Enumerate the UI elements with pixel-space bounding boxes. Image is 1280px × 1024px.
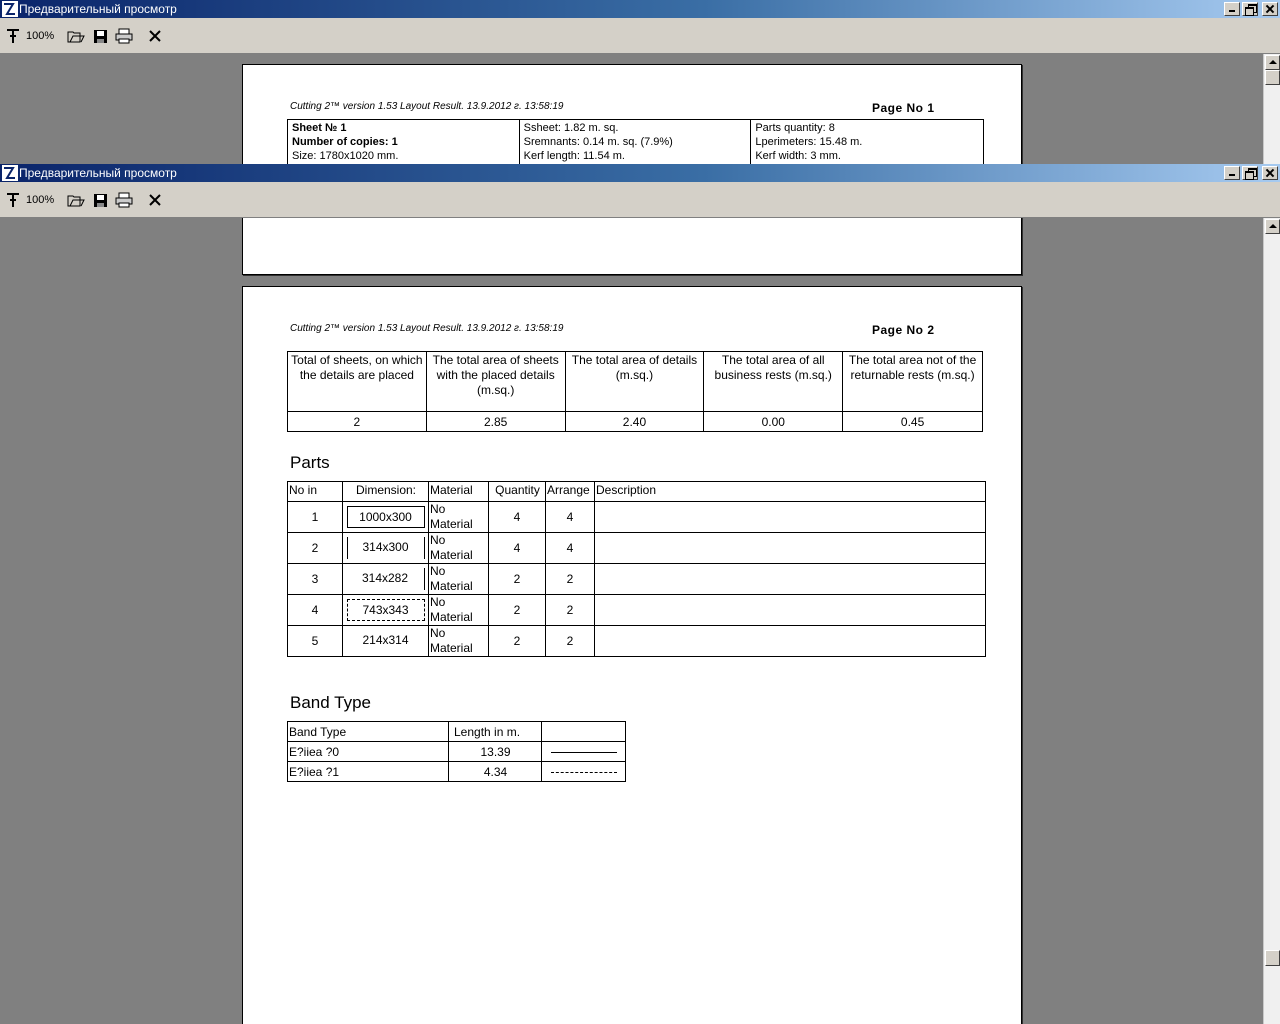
part-dimension <box>343 533 429 564</box>
summary-value: 2.40 <box>565 412 704 432</box>
front-toolbar <box>0 182 1280 218</box>
print-button[interactable] <box>115 191 133 209</box>
restore-button[interactable] <box>1242 2 1258 16</box>
save-button[interactable] <box>93 191 108 209</box>
preview-page-1 <box>242 64 1022 164</box>
summary-header: The total area not of the returnable rests (m.sq.) <box>843 352 983 412</box>
table-row <box>288 626 986 657</box>
table-row <box>288 502 986 533</box>
table-row <box>288 564 986 595</box>
part-material: No Material <box>429 564 489 595</box>
part-arrange: 4 <box>546 502 595 533</box>
part-dimension-value: 1000x300 <box>347 506 425 528</box>
summary-header: The total area of details (m.sq.) <box>565 352 704 412</box>
part-no: 5 <box>288 626 343 657</box>
save-button[interactable] <box>93 27 108 45</box>
part-dimension <box>343 626 429 657</box>
preview-page-2 <box>242 286 1022 1024</box>
summary-header: The total area of sheets with the placed details (m.sq.) <box>426 352 565 412</box>
summary-table <box>287 351 983 432</box>
part-dimension-value: 314x282 <box>347 568 425 590</box>
part-material: No Material <box>429 626 489 657</box>
parts-table <box>287 481 986 657</box>
zoom-icon <box>6 192 20 208</box>
parts-col-header: Dimension: <box>343 482 429 502</box>
page-number: Page No 2 <box>872 323 935 337</box>
summary-value: 2 <box>288 412 427 432</box>
front-vertical-scrollbar[interactable] <box>1263 218 1280 1024</box>
part-dimension <box>343 502 429 533</box>
zoom-icon <box>6 28 20 44</box>
kerf-width-value: Kerf width: 3 mm. <box>755 150 841 162</box>
part-description <box>595 595 986 626</box>
scroll-up-button[interactable] <box>1265 219 1280 234</box>
close-preview-button[interactable] <box>148 191 162 209</box>
print-icon <box>115 192 133 208</box>
part-no: 2 <box>288 533 343 564</box>
part-dimension-value: 743x343 <box>347 599 425 621</box>
band-length: 4.34 <box>449 762 542 782</box>
close-window-button[interactable] <box>1262 166 1278 180</box>
parts-quantity-value: Parts quantity: 8 <box>755 122 835 134</box>
band-name: E?iiea ?1 <box>288 762 449 782</box>
app-logo-icon <box>2 165 18 181</box>
zoom-button[interactable] <box>6 191 54 209</box>
save-icon <box>93 193 108 208</box>
part-dimension-value: 314x300 <box>347 537 425 559</box>
back-window-titlebar[interactable] <box>0 0 1280 18</box>
parts-col-header: Material <box>429 482 489 502</box>
zoom-button[interactable] <box>6 27 54 45</box>
save-icon <box>93 29 108 44</box>
back-preview-area <box>0 54 1280 164</box>
part-no: 1 <box>288 502 343 533</box>
part-quantity: 2 <box>489 564 546 595</box>
report-header: Cutting 2™ version 1.53 Layout Result. 13.9.2012 г. 13:58:19 <box>290 101 564 112</box>
sheet-info-table <box>287 119 984 164</box>
band-col-header: Band Type <box>288 722 449 742</box>
zoom-label: 100% <box>26 30 55 42</box>
table-row <box>288 742 626 762</box>
table-row <box>288 762 626 782</box>
scroll-thumb[interactable] <box>1265 70 1280 85</box>
ssheet-value: Ssheet: 1.82 m. sq. <box>523 122 619 134</box>
part-material: No Material <box>429 533 489 564</box>
part-quantity: 2 <box>489 626 546 657</box>
summary-value: 2.85 <box>426 412 565 432</box>
print-icon <box>115 28 133 44</box>
back-vertical-scrollbar[interactable] <box>1263 54 1280 164</box>
band-name: E?iiea ?0 <box>288 742 449 762</box>
scroll-up-button[interactable] <box>1265 55 1280 70</box>
part-arrange: 2 <box>546 626 595 657</box>
parts-col-header: Quantity <box>489 482 546 502</box>
parts-col-header: No in <box>288 482 343 502</box>
copies-label: Number of copies: 1 <box>292 136 398 148</box>
part-description <box>595 626 986 657</box>
parts-col-header: Description <box>595 482 986 502</box>
band-line-preview <box>542 762 626 782</box>
dashed-line-icon <box>551 772 617 773</box>
minimize-button[interactable] <box>1224 166 1240 180</box>
page-number: Page No 1 <box>872 101 935 115</box>
part-arrange: 2 <box>546 595 595 626</box>
report-header: Cutting 2™ version 1.53 Layout Result. 13.9.2012 г. 13:58:19 <box>290 323 564 334</box>
sremnants-value: Sremnants: 0.14 m. sq. (7.9%) <box>523 136 673 148</box>
open-button[interactable] <box>67 191 85 209</box>
summary-value: 0.45 <box>843 412 983 432</box>
part-dimension <box>343 595 429 626</box>
sheet-label: Sheet № 1 <box>292 122 347 134</box>
close-window-button[interactable] <box>1262 2 1278 16</box>
parts-col-header: Arrange <box>546 482 595 502</box>
part-dimension <box>343 564 429 595</box>
part-arrange: 2 <box>546 564 595 595</box>
app-logo-icon <box>2 1 18 17</box>
table-row <box>288 595 986 626</box>
minimize-button[interactable] <box>1224 2 1240 16</box>
close-preview-button[interactable] <box>148 27 162 45</box>
part-description <box>595 502 986 533</box>
part-material: No Material <box>429 595 489 626</box>
parts-title: Parts <box>290 453 330 472</box>
front-window-titlebar[interactable] <box>0 164 1280 182</box>
part-no: 3 <box>288 564 343 595</box>
part-description <box>595 564 986 595</box>
band-line-preview <box>542 742 626 762</box>
open-button[interactable] <box>67 27 85 45</box>
table-row <box>288 533 986 564</box>
part-no: 4 <box>288 595 343 626</box>
band-length: 13.39 <box>449 742 542 762</box>
open-folder-icon <box>67 29 85 43</box>
close-icon <box>148 193 162 207</box>
summary-value: 0.00 <box>704 412 843 432</box>
part-arrange: 4 <box>546 533 595 564</box>
print-button[interactable] <box>115 27 133 45</box>
close-icon <box>148 29 162 43</box>
scroll-thumb[interactable] <box>1265 950 1280 966</box>
band-col-header <box>542 722 626 742</box>
part-quantity: 2 <box>489 595 546 626</box>
restore-button[interactable] <box>1242 166 1258 180</box>
open-folder-icon <box>67 193 85 207</box>
window-title: Предварительный просмотр <box>19 166 177 180</box>
band-col-header: Length in m. <box>449 722 542 742</box>
kerf-length-value: Kerf length: 11.54 m. <box>523 150 625 162</box>
back-toolbar <box>0 18 1280 54</box>
part-quantity: 4 <box>489 533 546 564</box>
part-quantity: 4 <box>489 502 546 533</box>
sheet-size: Size: 1780x1020 mm. <box>292 150 399 162</box>
summary-header: The total area of all business rests (m.sq.) <box>704 352 843 412</box>
part-material: No Material <box>429 502 489 533</box>
band-type-title: Band Type <box>290 693 371 712</box>
preview-page-1-bottom <box>242 218 1022 275</box>
front-preview-area <box>0 218 1280 1024</box>
window-title: Предварительный просмотр <box>19 2 177 16</box>
zoom-label: 100% <box>26 194 55 206</box>
part-description <box>595 533 986 564</box>
part-dimension-value: 214x314 <box>362 633 409 647</box>
summary-header: Total of sheets, on which the details are placed <box>288 352 427 412</box>
band-type-table <box>287 721 626 782</box>
lperimeters-value: Lperimeters: 15.48 m. <box>755 136 863 148</box>
solid-line-icon <box>551 752 617 753</box>
